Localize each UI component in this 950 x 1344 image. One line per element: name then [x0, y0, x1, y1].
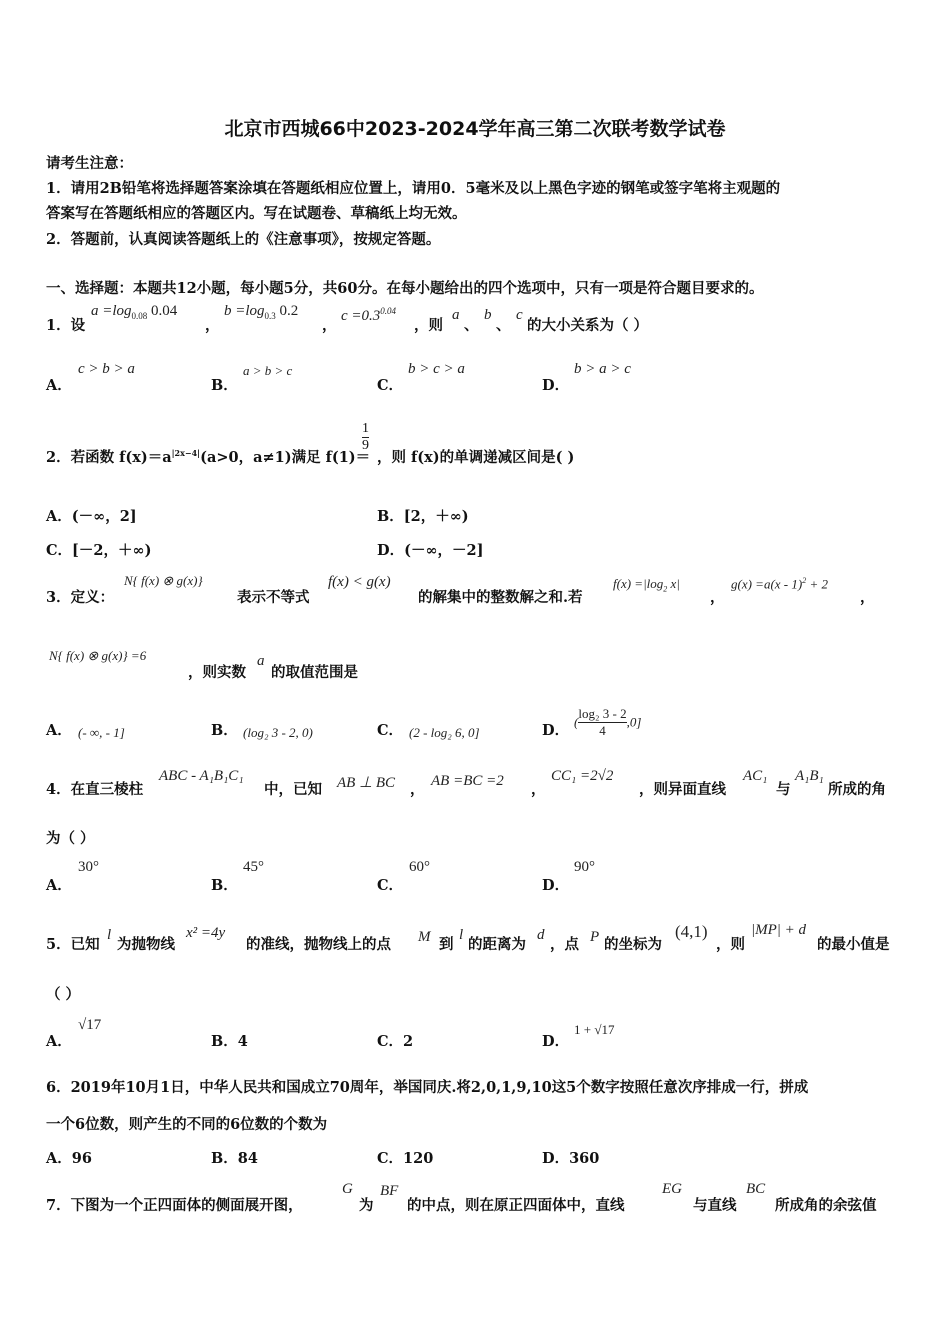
q4-equality: AB =BC =2	[431, 773, 504, 789]
q4-comma-2: ，	[531, 781, 546, 798]
q2-stem: 2．若函数 $f(x)=a^{|2x-4|}(a>0$，a≠1)满足 f(1)＝	[46, 448, 371, 466]
q4-cc-length: CC₁ =2√2	[551, 768, 614, 784]
q3-inequality: f(x) < g(x)	[328, 574, 391, 590]
q3-text-2: 的解集中的整数解之和.若	[418, 589, 583, 606]
q5-text-3: 到	[439, 936, 454, 953]
q7-text-2: 的中点，则在原正四面体中，直线	[407, 1197, 625, 1214]
q4-option-a: 30°	[78, 859, 99, 875]
q5-var-d: d	[537, 927, 545, 943]
q1-sep-1: 、	[464, 317, 479, 334]
q1-option-c: b > c > a	[408, 361, 465, 377]
q4-line-2-text: 为（ ）	[46, 830, 95, 847]
q2-fraction-denominator: 9	[362, 438, 369, 453]
q1-option-b: a > b > c	[243, 363, 293, 378]
q4-option-c: 60°	[409, 859, 430, 875]
q1-expr-c: $c =0.3^{0.04}$	[341, 306, 397, 324]
q1-option-a-label: A．	[46, 377, 72, 394]
q3-g: g(x) =a(x - 1)$^2$ + 2	[731, 576, 828, 592]
q3-option-a-label: A．	[46, 722, 72, 739]
q3-text-3: ，则实数	[188, 664, 246, 681]
q5-option-c: C．2	[377, 1033, 414, 1050]
section-heading: 一、选择题：本题共12小题，每小题5分，共60分。在每小题给出的四个选项中，只有一项是符合题目要求的。	[46, 280, 764, 297]
q5-var-l: l	[107, 927, 112, 943]
q3-option-d-label: D．	[542, 722, 570, 739]
q5-text-7: ，则	[716, 936, 745, 953]
q1-var-b: b	[484, 307, 492, 323]
q5-option-d-label: D．	[542, 1033, 570, 1050]
q3-option-c: (2 - log₂ 6, 0]	[409, 725, 480, 740]
q4-line-2: A₁B₁	[795, 768, 824, 784]
q2-option-a: A．(－∞，2]	[46, 508, 137, 525]
q5-text-8: 的最小值是	[817, 936, 890, 953]
notice-line-1: 1．请用2B铅笔将选择题答案涂填在答题纸相应位置上，请用0．5毫米及以上黑色字迹的钢笔或签字笔将主观题的	[46, 180, 781, 197]
q7-line-eg: EG	[662, 1181, 682, 1197]
q1-then: ，则	[414, 317, 443, 334]
q4-option-d: 90°	[574, 859, 595, 875]
q1-option-c-label: C．	[377, 377, 404, 394]
q2-suffix: ，则 f(x)的单调递减区间是( )	[377, 449, 575, 466]
q2-option-c: C．[－2，＋∞)	[46, 542, 152, 559]
q4-text-3: 与	[776, 781, 791, 798]
q4-option-d-label: D．	[542, 877, 570, 894]
q4-text-1: 中，已知	[264, 781, 322, 798]
q1-comma-2: ，	[322, 317, 337, 334]
q3-var-a: a	[257, 653, 265, 669]
q1-var-a: a	[452, 307, 460, 323]
q5-text-4: 的距离为	[468, 936, 526, 953]
q4-comma: ，	[410, 781, 425, 798]
q7-text-4: 所成角的余弦值	[775, 1197, 877, 1214]
q3-prefix: 3．定义：	[46, 589, 115, 606]
q7-var-g: G	[342, 1181, 353, 1197]
q1-option-d-label: D．	[542, 377, 570, 394]
q3-comma-2: ，	[860, 589, 875, 606]
q3-f: $f(x) =|\log_2$ x|	[613, 576, 680, 594]
q3-option-b-label: B．	[211, 722, 238, 739]
q3-condition: N{ f(x) ⊗ g(x)} =6	[49, 648, 147, 663]
q5-option-a: √17	[78, 1017, 102, 1033]
q3-text-4: 的取值范围是	[271, 664, 358, 681]
q5-text-1: 为抛物线	[117, 936, 175, 953]
q2-option-b: B．[2，＋∞)	[377, 508, 469, 525]
q3-comma: ，	[710, 589, 725, 606]
q7-text-1: 为	[359, 1197, 374, 1214]
q5-text-5: ，点	[550, 936, 579, 953]
q5-var-l-2: l	[459, 927, 464, 943]
q2-option-d: D．(－∞，－2]	[377, 542, 484, 559]
q1-suffix: 的大小关系为（ ）	[527, 317, 649, 334]
q3-text-1: 表示不等式	[237, 589, 310, 606]
q4-option-a-label: A．	[46, 877, 72, 894]
q4-perpendicular: AB ⊥ BC	[337, 775, 396, 791]
q5-text-6: 的坐标为	[604, 936, 662, 953]
q5-prefix: 5．已知	[46, 936, 100, 953]
q1-option-b-label: B．	[211, 377, 238, 394]
page-title: 北京市西城66中2023-2024学年高三第二次联考数学试卷	[224, 118, 726, 140]
q4-prefix: 4．在直三棱柱	[46, 781, 144, 798]
q7-segment-bf: BF	[380, 1183, 399, 1199]
q1-expr-b: $b =\log_{0.3}$ 0.2	[224, 303, 299, 321]
q6-line-2: 一个6位数，则产生的不同的6位数的个数为	[46, 1116, 328, 1133]
q2-fraction-numerator: 1	[362, 421, 369, 436]
q1-option-d: b > a > c	[574, 361, 631, 377]
q7-line-bc: BC	[746, 1181, 766, 1197]
q6-line-1: 6．2019年10月1日，中华人民共和国成立70周年，举国同庆.将2,0,1,9,10这5个数字按照任意次序排成一行，拼成	[46, 1079, 809, 1096]
q5-var-p: P	[590, 929, 600, 945]
q5-parabola: x² =4y	[186, 925, 226, 941]
q7-prefix: 7．下图为一个正四面体的侧面展开图，	[46, 1197, 303, 1214]
q5-option-a-label: A．	[46, 1033, 72, 1050]
q4-line-1: AC₁	[743, 768, 768, 784]
q4-option-b-label: B．	[211, 877, 238, 894]
notice-line-1b: 答案写在答题纸相应的答题区内。写在试题卷、草稿纸上均无效。	[46, 205, 467, 222]
q5-var-m: M	[418, 929, 431, 945]
q4-option-c-label: C．	[377, 877, 404, 894]
q5-expression: |MP| + d	[751, 922, 807, 938]
q3-option-c-label: C．	[377, 722, 404, 739]
q3-definition: N{ f(x) ⊗ g(x)}	[124, 573, 203, 588]
q5-line-2: （ ）	[46, 986, 81, 1003]
q6-option-c: C．120	[377, 1150, 434, 1167]
q5-option-d: 1 + √17	[574, 1022, 615, 1037]
q5-option-b: B．4	[211, 1033, 248, 1050]
q4-text-4: 所成的角	[828, 781, 886, 798]
q4-option-b: 45°	[243, 859, 264, 875]
q1-expr-a: $a =\log_{0.08}$ 0.04	[91, 303, 178, 321]
q1-option-a: c > b > a	[78, 361, 135, 377]
q3-option-d: ( $\frac{\text{log₂ 3 - 2}}{4}$ ,0]	[574, 706, 642, 738]
notice-line-2: 2．答题前，认真阅读答题纸上的《注意事项》，按规定答题。	[46, 231, 441, 248]
q6-option-b: B．84	[211, 1150, 258, 1167]
q6-option-a: A．96	[46, 1150, 92, 1167]
q3-option-b: (log₂ 3 - 2, 0)	[243, 725, 313, 740]
notice-heading: 请考生注意：	[46, 155, 133, 172]
q1-var-c: c	[516, 307, 523, 323]
q5-coordinate: (4,1)	[675, 922, 708, 941]
q5-text-2: 的准线，抛物线上的点	[246, 936, 391, 953]
q4-prism: ABC - A₁B₁C₁	[159, 768, 244, 784]
q1-prefix: 1．设	[46, 317, 86, 334]
q7-text-3: 与直线	[693, 1197, 737, 1214]
q1-sep-2: 、	[496, 317, 511, 334]
q2-fraction	[362, 421, 369, 454]
q6-option-d: D．360	[542, 1150, 600, 1167]
q3-option-a: (- ∞, - 1]	[78, 725, 125, 740]
q4-text-2: ，则异面直线	[639, 781, 726, 798]
q1-comma-1: ，	[205, 317, 220, 334]
